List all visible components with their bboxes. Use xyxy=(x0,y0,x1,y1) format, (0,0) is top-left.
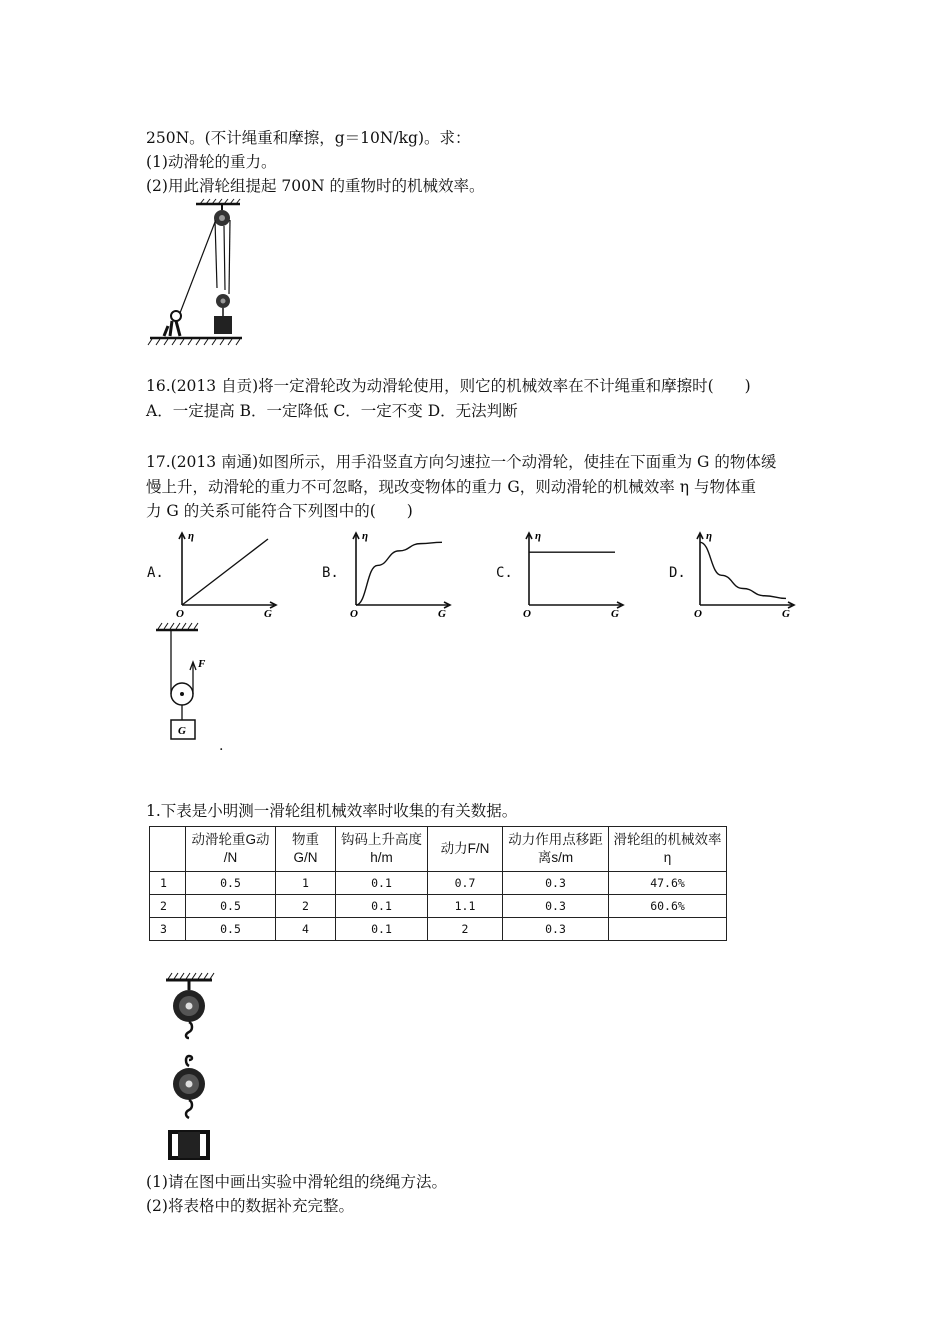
q16-line-1: 16.(2013 自贡)将一定滑轮改为动滑轮使用，则它的机械效率在不计绳重和摩擦时( ) xyxy=(146,377,751,395)
option-d-label: D. xyxy=(669,565,686,581)
graph-a-axis-x: G xyxy=(264,608,272,619)
table-header: 动力作用点移距 离s/m xyxy=(503,827,609,872)
q1-sub-1: (1)请在图中画出实验中滑轮组的绕绳方法。 xyxy=(146,1173,447,1191)
table-header: 动滑轮重G动 /N xyxy=(186,827,276,872)
table-header-row xyxy=(150,827,727,872)
table-header xyxy=(150,827,186,872)
block-label: G xyxy=(178,725,186,737)
trailing-dot: . xyxy=(219,738,224,754)
option-b-label: B. xyxy=(322,565,339,581)
pulley-pair-figure xyxy=(160,972,220,1164)
option-a-label: A. xyxy=(147,565,164,581)
q17-line-2: 慢上升，动滑轮的重力不可忽略，现改变物体的重力 G，则动滑轮的机械效率 η 与物体重 xyxy=(146,478,756,496)
table-header: 物重 G/N xyxy=(276,827,336,872)
q16-options: A．一定提高 B．一定降低 C．一定不变 D．无法判断 xyxy=(146,402,518,420)
table-row: 3 0.5 4 0.1 2 0.3 xyxy=(150,918,727,941)
table-header: 滑轮组的机械效率 η xyxy=(609,827,727,872)
graph-b-axis-x: G xyxy=(438,608,446,619)
q15-line-1: 250N。(不计绳重和摩擦，g＝10N/kg)。求： xyxy=(146,129,471,147)
graph-a-origin: O xyxy=(176,608,184,619)
graph-b-axis-y: η xyxy=(362,530,369,542)
graph-c xyxy=(517,527,627,619)
graph-d-origin: O xyxy=(694,608,702,619)
graph-b-curve xyxy=(356,542,442,605)
graph-a-curve xyxy=(182,539,268,605)
q17-line-1: 17.(2013 南通)如图所示，用手沿竖直方向匀速拉一个动滑轮，使挂在下面重为 G 的物体缓 xyxy=(146,453,777,471)
q1-sub-2: (2)将表格中的数据补充完整。 xyxy=(146,1197,354,1215)
graph-b xyxy=(344,527,454,619)
graph-d-axis-y: η xyxy=(706,530,713,542)
table-header: 动力F/N xyxy=(428,827,503,872)
graph-d xyxy=(688,527,798,619)
q17-line-3: 力 G 的关系可能符合下列图中的( ) xyxy=(146,502,413,520)
q15-line-2: (1)动滑轮的重力。 xyxy=(146,153,277,171)
force-label: F xyxy=(198,658,206,670)
movable-pulley-figure xyxy=(150,622,230,746)
graph-d-axis-x: G xyxy=(782,608,790,619)
table-row: 1 0.5 1 0.1 0.7 0.3 47.6% xyxy=(150,872,727,895)
graph-c-origin: O xyxy=(523,608,531,619)
data-table xyxy=(149,826,727,941)
q15-line-3: (2)用此滑轮组提起 700N 的重物时的机械效率。 xyxy=(146,177,485,195)
table-header: 钩码上升高度 h/m xyxy=(336,827,428,872)
graph-c-axis-y: η xyxy=(535,530,542,542)
pulley-system-figure xyxy=(146,198,246,350)
option-c-label: C. xyxy=(496,565,513,581)
graph-a xyxy=(170,527,280,619)
graph-b-origin: O xyxy=(350,608,358,619)
graph-d-curve xyxy=(700,542,786,598)
q1-title: 1.下表是小明测一滑轮组机械效率时收集的有关数据。 xyxy=(146,802,518,820)
table-row: 2 0.5 2 0.1 1.1 0.3 60.6% xyxy=(150,895,727,918)
graph-a-axis-y: η xyxy=(188,530,195,542)
graph-c-axis-x: G xyxy=(611,608,619,619)
